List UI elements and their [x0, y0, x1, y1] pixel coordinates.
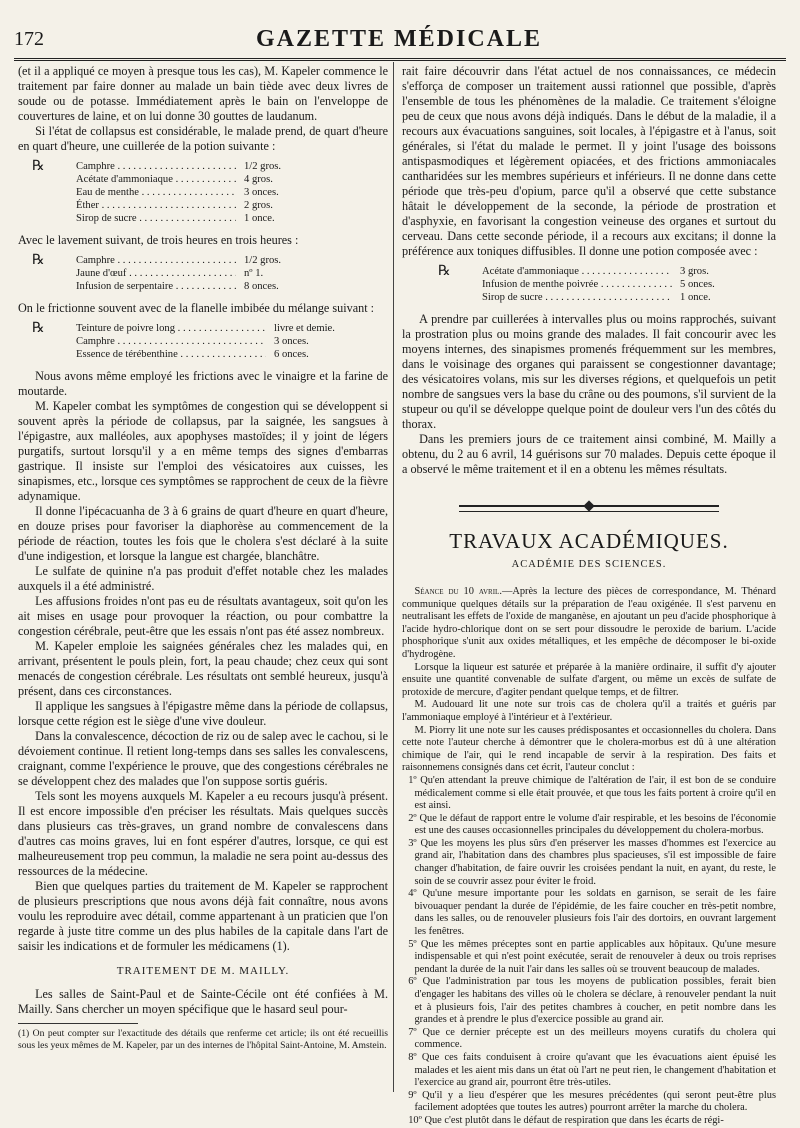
quantity: 5 onces.	[680, 279, 715, 290]
ingredient: Teinture de poivre long . . .	[76, 322, 266, 335]
recipe-symbol: ℞	[32, 159, 45, 174]
paragraph: Dans les premiers jours de ce traitement ainsi combiné, M. Mailly a obtenu, du 2 au 6 avril, 14 guérisons sur 70 malades. Depuis cette époque il a observé le même traitement et il en a obtenu les mêmes résultats.	[402, 432, 776, 476]
recipe-potion-mailly	[438, 265, 776, 304]
footnote-rule	[18, 1023, 138, 1024]
recipe-row	[32, 280, 388, 293]
quantity: 1/2 gros.	[244, 255, 282, 266]
paragraph: On le frictionne souvent avec de la flanelle imbibée du mélange suivant :	[18, 301, 375, 315]
ingredient: Sirop de sucre . . .	[482, 291, 672, 304]
recipe-row	[438, 291, 776, 304]
session-text: —Après la lecture des pièces de correspondance, M. Thénard communique quelques détails sur la préparation de l'eau oxigénée. Il s'est parvenu en neutralisant les effets de l'oxide de manganèse, en ajoutant un peu d'acide phosphorique à l'acide hydro-chlorique dont on se sert pour dissoudre le peroxide de barium. L'acide phosphorique s'unit aux oxides métalliques, et les empêche de décomposer le bi-oxide d'hydrogène.	[402, 586, 776, 660]
right-column	[402, 64, 776, 1128]
ingredient: Sirop de sucre . . .	[76, 212, 236, 225]
recipe-row	[32, 186, 388, 199]
quantity: 6 onces.	[274, 349, 309, 360]
quantity: 1/2 gros.	[244, 161, 282, 172]
academy-report	[402, 586, 776, 1128]
recipe-potion	[32, 160, 388, 225]
quantity: 1 once.	[680, 292, 711, 303]
recipe-row	[32, 199, 388, 212]
paragraph: Avec le lavement suivant, de trois heures en trois heures :	[18, 233, 299, 247]
ingredient: Infusion de menthe poivrée . . .	[482, 278, 672, 291]
paragraph: M. Kapeler combat les symptômes de congestion qui se développent si souvent après la période de collapsus, par la saignée, les sangsues à l'épigastre, aux malléoles, aux apophyses mastoïdes; il y joint de légers purgatifs, surtout lorsqu'il y a en même temps des signes d'embarras gastrique. Il insiste sur l'emploi des vésicatoires aux cuisses, les sinapismes, etc., lorsque ces symptômes se rapprochent de ceux de la fièvre adynamique.	[18, 399, 388, 503]
quantity: 3 onces.	[244, 187, 279, 198]
ingredient: Infusion de serpentaire . . .	[76, 280, 236, 293]
ingredient: Jaune d'œuf . . .	[76, 267, 236, 280]
recipe-row	[32, 348, 388, 361]
paragraph: A prendre par cuillerées à intervalles plus ou moins rapprochés, suivant la prostration plus ou moins grande des malades. Il fait concourir avec les moyens internes, des sinapismes promenés fréquemment sur les membres, dans le voisinage des organes qui paraissent se congestionner davantage; des vésicatoires volans, mis sur les diverses régions, et quelquefois un petit nombre de sangsues vers la base du crâne ou des poumons, s'il survient de la stupeur ou qu'il se développe quelque point de douleur vers l'un des côtés du thorax.	[402, 312, 776, 431]
quantity: livre et demie.	[274, 323, 335, 334]
footnote: (1) On peut compter sur l'exactitude des détails que renferme cet article; ils ont été recueillis sous les yeux mêmes de M. Kapeler, par un des internes de l'hôpital Saint-Antoine, M. Amstein.	[18, 1028, 388, 1051]
conclusion-item: 4º Qu'une mesure importante pour les soldats en garnison, se serait de les faire bivouaquer pendant la durée de l'épidémie, de les faire coucher en très-petit nombre, dans les salles, ou de renouveler plusieurs fois l'air des dortoirs, en ouvrant largement les fenêtres.	[408, 888, 776, 938]
column-divider	[393, 62, 394, 1092]
page-number: 172	[14, 28, 44, 50]
ingredient: Camphre . . .	[76, 335, 266, 348]
paragraph: Les affusions froides n'ont pas eu de résultats avantageux, soit qu'on les ait mises en usage pour provoquer la réaction, ou pour combattre la congestion cérébrale, peut-être que les essais n'ont pas été assez nombreux.	[18, 594, 388, 638]
recipe-row	[32, 173, 388, 186]
quantity: 1 once.	[244, 213, 275, 224]
recipe-symbol: ℞	[32, 321, 45, 336]
ingredient: Eau de menthe . . .	[76, 186, 236, 199]
quantity: 8 onces.	[244, 281, 279, 292]
recipe-row	[32, 254, 388, 267]
recipe-row	[32, 322, 388, 335]
ingredient: Éther . . .	[76, 199, 236, 212]
section-subtitle: ACADÉMIE DES SCIENCES.	[511, 559, 667, 570]
header-rule	[14, 58, 786, 61]
quantity: 4 gros.	[244, 174, 273, 185]
paragraph: M. Kapeler emploie les saignées générales chez les malades qui, en arrivant, présentent le pouls plein, fort, la peau chaude; chez ceux qui sont menacés de congestion cérébrale. Les résultats ont semblé heureux, jusqu'à présent, dans ces circonstances.	[18, 639, 388, 698]
paragraph: (et il a appliqué ce moyen à presque tous les cas), M. Kapeler commence le traitement par faire donner au malade un bain tiède avec deux livres de soude ou de potasse. Immédiatement après le bain on l'enveloppe de couvertures de laine, et on lui donne 30 gouttes de laudanum.	[18, 64, 388, 123]
paragraph: Dans la convalescence, décoction de riz ou de salep avec le cachou, si le dévoiement continue. Il retient long-temps dans ses salles les convalescens, craignant, comme l'expérience le prouve, que des congestions cérébrales ne se développent chez des malades que l'on suppose sortis guéris.	[18, 729, 389, 788]
ingredient: Camphre . . .	[76, 254, 236, 267]
conclusion-item: 9º Qu'il y a lieu d'espérer que les mesures précédentes (qui seront peut-être plus facilement adoptées que toutes les autres) pourront arrêter la marche du cholera.	[408, 1089, 776, 1114]
recipe-lavement	[32, 254, 388, 293]
recipe-row	[438, 265, 776, 278]
paragraph: Les salles de Saint-Paul et de Sainte-Cécile ont été confiées à M. Mailly. Sans chercher un moyen spécifique que le hasard seul pour-	[18, 987, 388, 1016]
conclusion-item: 6º Que l'administration par tous les moyens de publication possibles, ferait bien d'engager les habitans des villes où le cholera se déclare, à renouveler pendant la nuit et à plusieurs fois, l'air des petites chambres à coucher, en petit nombre dans les grandes et à prendre le plus d'exercice possible au grand air.	[408, 976, 776, 1026]
quantity: nº 1.	[244, 268, 264, 279]
section-heading: TRAITEMENT DE M. MAILLY.	[116, 965, 290, 977]
conclusion-item: 8º Que ces faits conduisent à croire qu'avant que les évacuations aient épuisé les malades et les aient mis dans un état où l'art ne peut rien, le changement d'habitation et l'exercice au grand air, pourront être très-utiles.	[408, 1051, 776, 1089]
paragraph: Tels sont les moyens auxquels M. Kapeler a eu recours jusqu'à présent. Il est encore impossible d'en préciser les résultats. Mais quelques succès dans plusieurs cas très-graves, un grand nombre de convalescens dans d'autres cas moins graves, lui en font espérer d'autres, lorsque, ce qui est malheureusement trop peu commun, la maladie ne sera point au-dessus des ressources de la médecine.	[18, 789, 388, 878]
paragraph: M. Audouard lit une note sur trois cas de cholera qu'il a traités et guéris par l'ammoniaque employé à l'intérieur et à l'extérieur.	[402, 699, 776, 723]
quantity: 2 gros.	[244, 200, 273, 211]
paragraph: Lorsque la liqueur est saturée et préparée à la manière ordinaire, il suffit d'y ajouter ensuite une quantité convenable de sulfate d'argent, ou même un excès de sulfate de protoxide de mercure, d'agiter pendant quelque temps, et de filtrer.	[402, 661, 776, 698]
recipe-friction	[32, 322, 388, 361]
paragraph: Bien que quelques parties du traitement de M. Kapeler se rapprochent de plusieurs prescriptions que nous avons déjà fait connaître, nous avons voulu les reproduire avec détail, comme appartenant à un praticien que l'on regarde à juste titre comme un des plus habiles de la capitale dans l'art de saisir les indications et de formuler les médicamens (1).	[18, 879, 388, 953]
ingredient: Camphre . . .	[76, 160, 236, 173]
conclusion-item: 3º Que les moyens les plus sûrs d'en préserver les masses d'hommes est l'exercice au grand air, l'habitation dans des chambres plus spacieuses, s'il est impossible de faire changer d'habitation, de faire ouvrir les croisées pendant la nuit, en ayant, du reste, le soin de se couvrir assez pour éviter le froid.	[408, 837, 776, 887]
paragraph: Nous avons même employé les frictions avec le vinaigre et la farine de moutarde.	[18, 369, 388, 398]
recipe-row	[438, 278, 776, 291]
paragraph: Il applique les sangsues à l'épigastre même dans la période de collapsus, lorsque cette région est le siège d'une vive douleur.	[18, 699, 388, 728]
quantity: 3 gros.	[680, 266, 709, 277]
paragraph: Il donne l'ipécacuanha de 3 à 6 grains de quart d'heure en quart d'heure, en douze prises pour favoriser la diaphorèse au commencement de la période de réaction, toutes les fois que le cholera s'est déclaré à la suite d'une indigestion, et lorsque la langue est chargée, blanchâtre.	[18, 504, 388, 563]
quantity: 3 onces.	[274, 336, 309, 347]
recipe-row	[32, 335, 388, 348]
recipe-row	[32, 160, 388, 173]
conclusion-item: 2º Que le défaut de rapport entre le volume d'air respirable, et les besoins de l'économie est une des causes occasionnelles principales du développement du cholera-morbus.	[408, 812, 776, 837]
left-column	[18, 64, 388, 1051]
recipe-row	[32, 267, 388, 280]
conclusion-item: 1º Qu'en attendant la preuve chimique de l'altération de l'air, il est bon de se conduire médicalement comme si elle était prouvée, et que tous les faits portent à croire qu'il en est ainsi.	[408, 774, 776, 812]
recipe-row	[32, 212, 388, 225]
paragraph: Le sulfate de quinine n'a pas produit d'effet notable chez les malades auxquels il a été administré.	[18, 564, 388, 593]
section-title: TRAVAUX ACADÉMIQUES.	[449, 529, 729, 553]
recipe-symbol: ℞	[32, 253, 45, 268]
recipe-symbol: ℞	[438, 264, 451, 279]
paragraph: M. Piorry lit une note sur les causes prédisposantes et occasionnelles du cholera. Dans cette note l'auteur cherche à démontrer que le cholera-morbus est dû à une altération chimique de l'air, qui le rend incapable de servir à la respiration. Des faits et raisonnemens consignés dans cet écrit, l'auteur conclut :	[402, 724, 776, 774]
ornamental-rule	[459, 505, 719, 512]
journal-title: GAZETTE MÉDICALE	[255, 26, 543, 52]
page-header	[14, 24, 784, 52]
session-label: Séance du 10 avril.	[414, 586, 502, 597]
conclusion-item: 10º Que c'est plutôt dans le défaut de respiration que dans les écarts de régi-	[408, 1114, 724, 1126]
paragraph: rait faire découvrir dans l'état actuel de nos connaissances, ce médecin s'efforça de composer un traitement aussi rationnel que possible, d'après l'ensemble de tous les phénomènes de la maladie. Ce traitement s'éloigne peu de ceux que nous avons déjà indiqués. Dans le début de la maladie, il a recours aux évacuations sanguines, soit locales, à l'épigastre et à l'anus, soit générales, si l'état du malade le permet. Il y joint l'usage des boissons antispasmodiques et légèrement opiacées, et des frictions ammoniacales cantharidées sur les membres supérieurs et inférieurs. Il ne donne dans cette période que très-peu d'opium, parce qu'il a observé que cette substance hâtait le développement de la seconde, la période de prostration et d'asphyxie, en favorisant la congestion veineuse des organes et surtout du cerveau. Dans cette seconde période, il a recours aux excitans; il donne la préférence aux toniques diffusibles. Il donne une potion composée avec :	[402, 64, 776, 258]
paragraph: Si l'état de collapsus est considérable, le malade prend, de quart d'heure en quart d'heure, une cuillerée de la potion suivante :	[18, 124, 388, 153]
conclusion-item: 7º Que ce dernier précepte est un des meilleurs moyens curatifs du cholera qui commence.	[408, 1026, 776, 1051]
ingredient: Acétate d'ammoniaque . . .	[76, 173, 236, 186]
ingredient: Acétate d'ammoniaque . . .	[482, 265, 672, 278]
paragraph	[402, 586, 776, 662]
conclusion-item: 5º Que les mêmes préceptes sont en partie applicables aux hôpitaux. Qu'une mesure indispensable et qui n'est point exécutée, serait de renouveler à deux ou trois reprises pendant la durée de la nuit l'air dans les salles où se trouvent beaucoup de malades.	[408, 938, 776, 975]
ingredient: Essence de térébenthine . . .	[76, 348, 266, 361]
